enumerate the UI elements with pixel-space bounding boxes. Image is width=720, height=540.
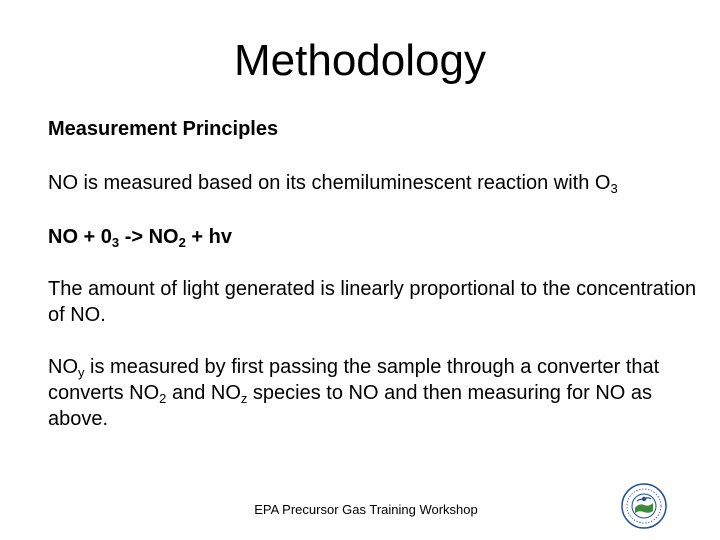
eq-sub-1: 3	[111, 235, 120, 250]
paragraph-proportionality: The amount of light generated is linearly proportional to the concentration of NO.	[48, 278, 697, 326]
p4-sub-1: y	[78, 365, 85, 380]
paragraph-noy-measurement	[48, 354, 698, 432]
eq-part-b: -> NO	[119, 226, 179, 248]
p1-subscript: 3	[610, 181, 618, 196]
p4-sub-3: z	[240, 391, 248, 406]
paragraph-chemiluminescence	[48, 170, 698, 196]
p4-part-d: species to NO and then measuring for NO as above.	[48, 382, 653, 430]
p4-part-b: is measured by first passing the sample through a converter that converts NO	[48, 356, 660, 404]
epa-seal-icon	[621, 483, 667, 529]
p4-sub-2: 2	[159, 391, 167, 406]
p4-part-c: and NO	[166, 382, 241, 404]
slide-title: Methodology	[234, 36, 486, 85]
eq-part-c: + hv	[185, 226, 232, 248]
eq-part-a: NO + 0	[48, 226, 112, 248]
eq-sub-2: 2	[178, 235, 186, 250]
p1-text: NO is measured based on its chemiluminescent reaction with O	[48, 172, 611, 194]
section-heading: Measurement Principles	[48, 118, 279, 140]
p4-part-a: NO	[48, 356, 78, 378]
reaction-equation	[48, 224, 698, 250]
footer-text: EPA Precursor Gas Training Workshop	[254, 502, 478, 517]
